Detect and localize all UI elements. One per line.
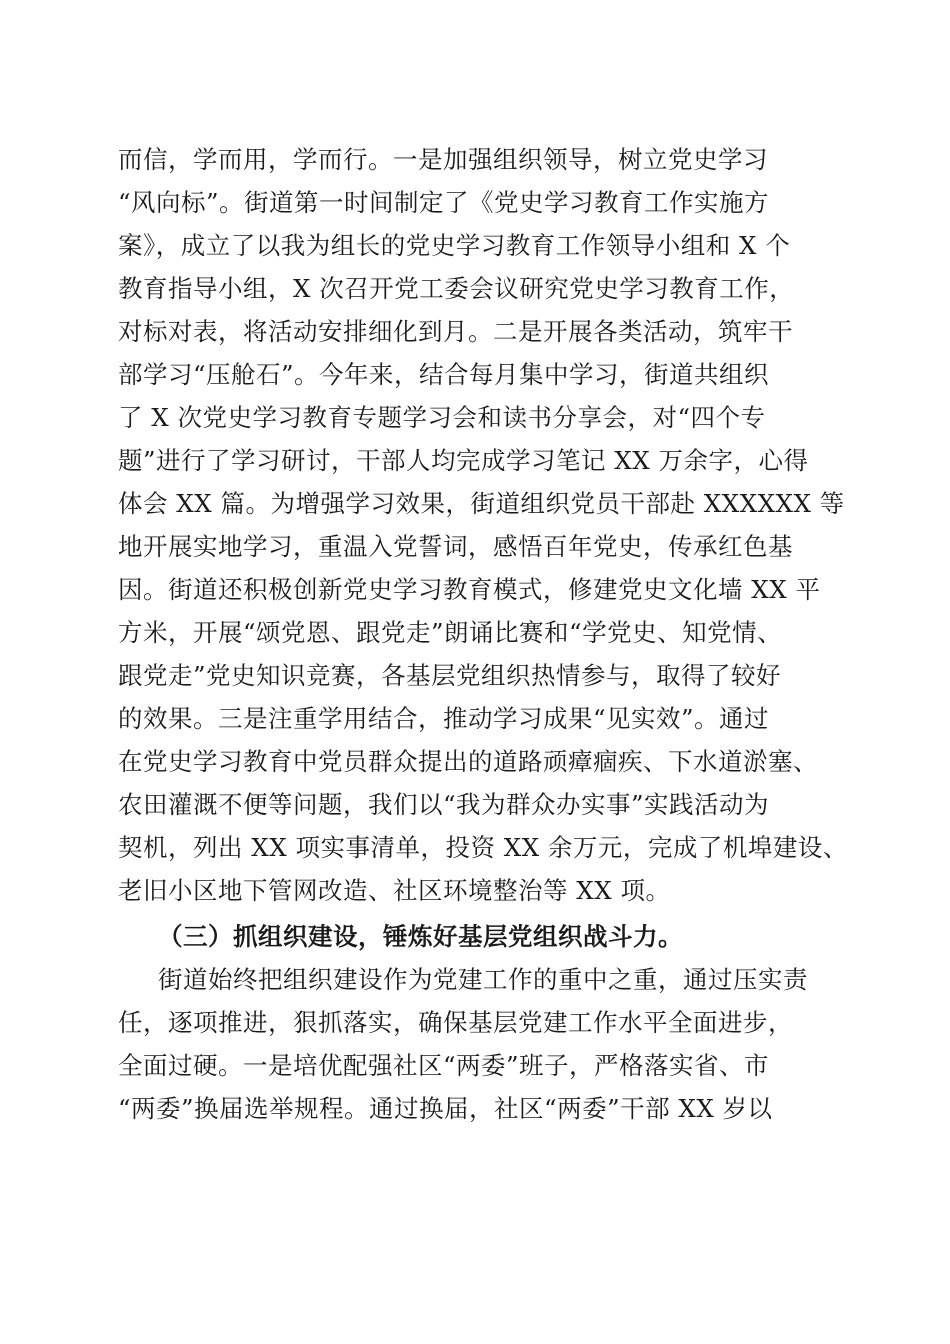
paragraph-line: 的效果。三是注重学用结合，推动学习成果“见实效”。通过 [118, 704, 770, 733]
paragraph-line: 题”进行了学习研讨，干部人均完成学习笔记 XX 万余字，心得 [118, 446, 809, 475]
paragraph-line: 老旧小区地下管网改造、社区环境整治等 XX 项。 [118, 876, 671, 905]
paragraph-line: 案》，成立了以我为组长的党史学习教育工作领导小组和 X 个 [118, 231, 791, 260]
paragraph-line: 街道始终把组织建设作为党建工作的重中之重，通过压实责 [158, 965, 808, 994]
paragraph-line: 契机，列出 XX 项实事清单，投资 XX 余万元，完成了机埠建设、 [118, 833, 848, 862]
paragraph-line: 地开展实地学习，重温入党誓词，感悟百年党史，传承红色基 [118, 532, 793, 561]
paragraph-line: 部学习“压舱石”。今年来，结合每月集中学习，街道共组织 [118, 360, 770, 389]
paragraph-line: “两委”换届选举规程。通过换届，社区“两委”干部 XX 岁以 [118, 1094, 773, 1123]
paragraph-line: 而信，学而用，学而行。一是加强组织领导，树立党史学习 [118, 145, 768, 174]
paragraph-line: “风向标”。街道第一时间制定了《党史学习教育工作实施方 [118, 188, 770, 217]
paragraph-line: 体会 XX 篇。为增强学习效果，街道组织党员干部赴 XXXXXX 等 [118, 489, 845, 518]
section-heading-text: （三）抓组织建设，锤炼好基层党组织战斗力。 [158, 922, 683, 951]
paragraph-line: 对标对表，将活动安排细化到月。二是开展各类活动，筑牢干 [118, 317, 793, 346]
paragraph-line: 教育指导小组，X 次召开党工委会议研究党史学习教育工作， [118, 274, 795, 303]
paragraph-line: 了 X 次党史学习教育专题学习会和读书分享会，对“四个专 [118, 403, 766, 432]
paragraph-line: 全面过硬。一是培优配强社区“两委”班子，严格落实省、市 [118, 1051, 770, 1080]
paragraph-line: 任，逐项推进，狠抓落实，确保基层党建工作水平全面进步， [118, 1008, 793, 1037]
paragraph-line: 农田灌溉不便等问题，我们以“我为群众办实事”实践活动为 [118, 790, 770, 819]
paragraph-line: 方米，开展“颂党恩、跟党走”朗诵比赛和“学党史、知党情、 [118, 618, 783, 647]
paragraph-line: 跟党走”党史知识竞赛，各基层党组织热情参与，取得了较好 [118, 661, 782, 690]
paragraph-line: 在党史学习教育中党员群众提出的道路顽瘴痼疾、下水道淤塞、 [118, 747, 818, 776]
paragraph-line: 因。街道还积极创新党史学习教育模式，修建党史文化墙 XX 平 [118, 575, 821, 604]
